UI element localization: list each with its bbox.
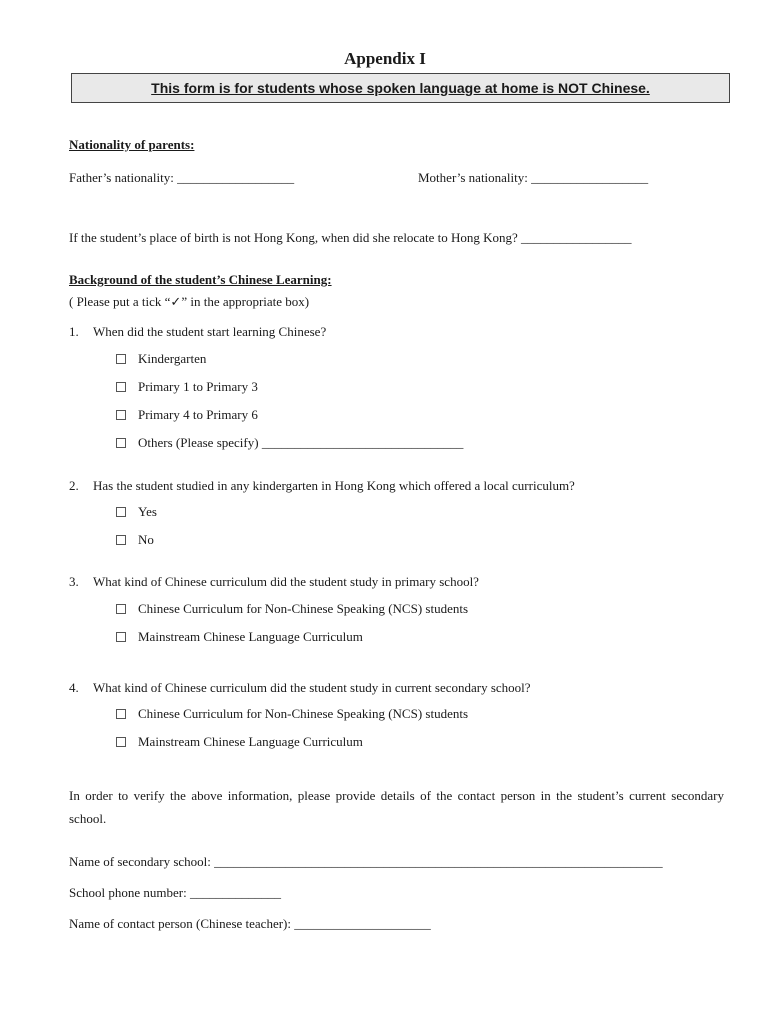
- mother-nationality-field[interactable]: Mother’s nationality: __________________: [418, 170, 649, 185]
- option-label: Primary 4 to Primary 6: [138, 407, 258, 422]
- checkbox[interactable]: [116, 632, 126, 642]
- checkbox[interactable]: [116, 604, 126, 614]
- question-1-number: 1.: [69, 324, 79, 339]
- page-title: Appendix I: [344, 49, 426, 68]
- checkbox[interactable]: [116, 507, 126, 517]
- school-phone-field[interactable]: School phone number: ______________: [69, 885, 281, 900]
- q3-option-ncs[interactable]: [116, 601, 468, 617]
- question-1-text: When did the student start learning Chinese?: [93, 324, 327, 339]
- option-label: Primary 1 to Primary 3: [138, 379, 258, 394]
- q1-option-others[interactable]: [116, 435, 463, 451]
- checkbox[interactable]: [116, 535, 126, 545]
- background-heading: Background of the student’s Chinese Learning:: [69, 272, 332, 287]
- checkbox[interactable]: [116, 354, 126, 364]
- question-2-text: Has the student studied in any kindergarten in Hong Kong which offered a local curriculum?: [93, 478, 575, 493]
- checkbox[interactable]: [116, 382, 126, 392]
- contact-person-field[interactable]: Name of contact person (Chinese teacher): _____________________: [69, 916, 431, 931]
- question-2-number: 2.: [69, 478, 79, 493]
- q1-option-p1-p3[interactable]: [116, 379, 258, 395]
- q2-option-yes[interactable]: [116, 504, 157, 520]
- q1-option-kindergarten[interactable]: [116, 351, 206, 367]
- father-nationality-field[interactable]: Father’s nationality: __________________: [69, 170, 295, 185]
- verification-paragraph: In order to verify the above information, please provide details of the contact person in the student’s current secondary school.: [69, 788, 724, 826]
- option-label: Chinese Curriculum for Non-Chinese Speaking (NCS) students: [138, 601, 469, 616]
- question-4-text: What kind of Chinese curriculum did the student study in current secondary school?: [93, 680, 531, 695]
- option-label: Kindergarten: [138, 351, 207, 366]
- option-label: Others (Please specify) _______________________________: [138, 435, 464, 450]
- option-label: No: [138, 532, 154, 547]
- question-3-number: 3.: [69, 574, 79, 589]
- checkbox[interactable]: [116, 709, 126, 719]
- school-name-field[interactable]: Name of secondary school: _____________________________________________________________________: [69, 854, 663, 869]
- q2-option-no[interactable]: [116, 532, 154, 548]
- q4-option-mainstream[interactable]: [116, 734, 363, 750]
- form-banner: [71, 73, 730, 103]
- checkbox[interactable]: [116, 438, 126, 448]
- q3-option-mainstream[interactable]: [116, 629, 363, 645]
- checkbox[interactable]: [116, 737, 126, 747]
- tick-instruction: ( Please put a tick “✓” in the appropriate box): [69, 294, 310, 309]
- option-label: Chinese Curriculum for Non-Chinese Speaking (NCS) students: [138, 706, 469, 721]
- option-label: Yes: [138, 504, 157, 519]
- question-3-text: What kind of Chinese curriculum did the student study in primary school?: [93, 574, 479, 589]
- nationality-heading: Nationality of parents:: [69, 137, 195, 152]
- relocation-question-field[interactable]: If the student’s place of birth is not Hong Kong, when did she relocate to Hong Kong? _________________: [69, 230, 632, 245]
- question-4-number: 4.: [69, 680, 79, 695]
- option-label: Mainstream Chinese Language Curriculum: [138, 629, 363, 644]
- option-label: Mainstream Chinese Language Curriculum: [138, 734, 363, 749]
- q4-option-ncs[interactable]: [116, 706, 468, 722]
- checkbox[interactable]: [116, 410, 126, 420]
- q1-option-p4-p6[interactable]: [116, 407, 258, 423]
- banner-text: This form is for students whose spoken language at home is NOT Chinese.: [151, 80, 650, 96]
